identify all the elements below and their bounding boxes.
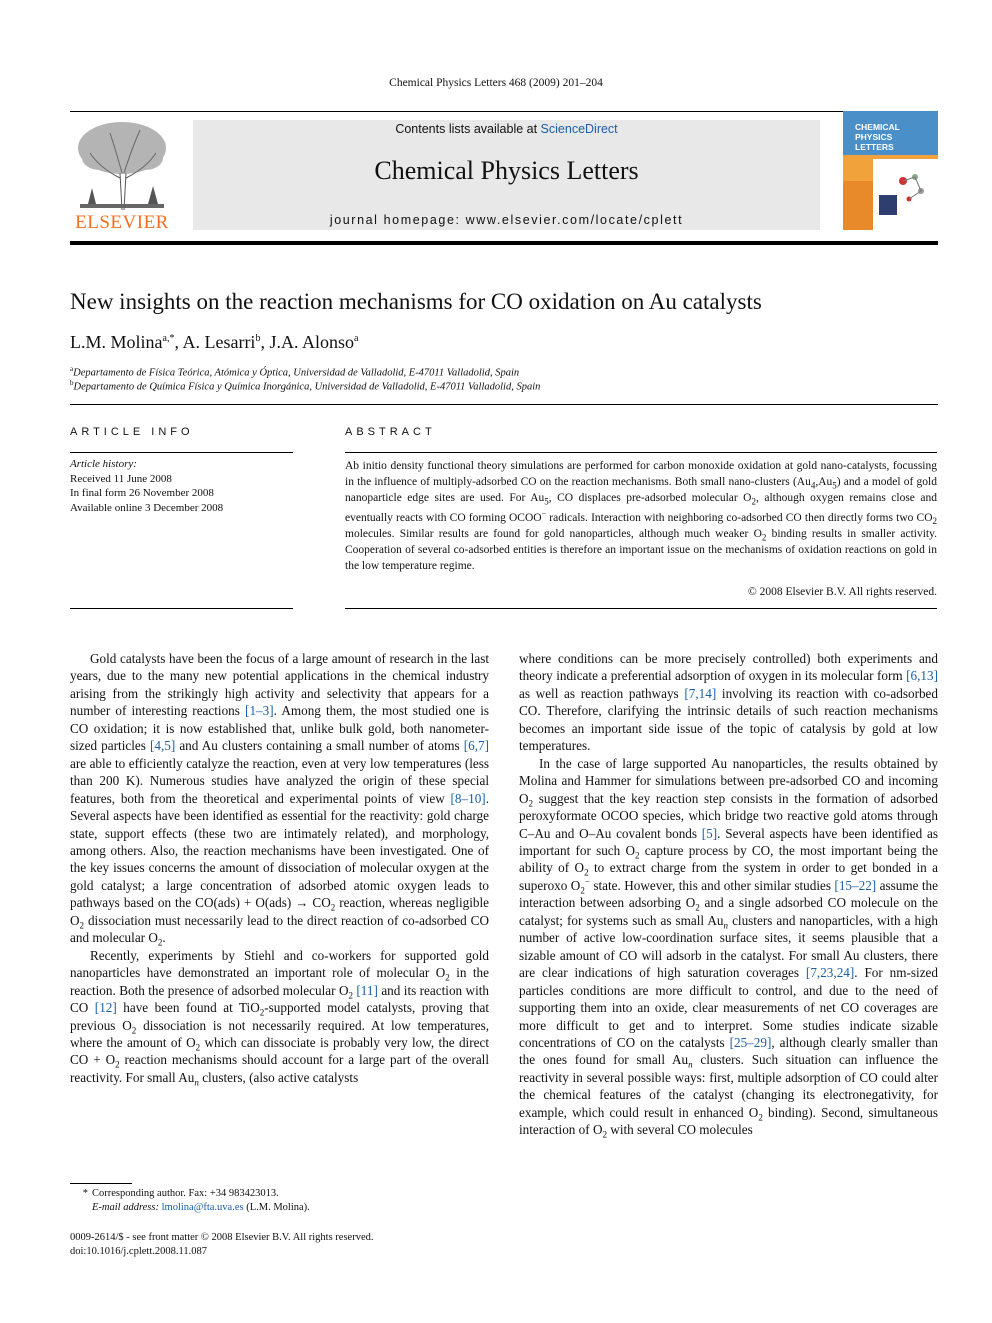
affiliation-text: Departamento de Química Física y Química Inorgánica, Universidad de Valladolid, E-47011 Valladolid, Spain <box>73 381 541 393</box>
footnote-rule <box>70 1183 132 1184</box>
masthead-top-rule <box>70 111 938 112</box>
citation-link[interactable]: [7,23,24] <box>805 965 855 981</box>
journal-cover[interactable] <box>843 111 938 230</box>
contents-prefix: Contents lists available at <box>395 122 541 136</box>
elsevier-logo[interactable] <box>70 118 174 236</box>
email-link[interactable]: lmolina@fta.uva.es <box>161 1202 244 1213</box>
abstract-rule <box>345 452 937 453</box>
article-info-bottom-rule <box>70 608 293 609</box>
abstract-heading: ABSTRACT <box>345 426 436 438</box>
affiliation <box>70 379 540 393</box>
citation-link[interactable]: [4,5] <box>149 738 176 754</box>
citation-link[interactable]: [25–29] <box>729 1034 772 1050</box>
article-info-rule <box>70 452 293 453</box>
body-column-left <box>70 650 489 1086</box>
masthead-bottom-rule <box>70 241 938 245</box>
author-marks: b <box>255 333 261 344</box>
body-paragraph: In the case of large supported Au nanoparticles, the results obtained by Molina and Hammer for simulations between pre-adsorbed CO and incoming $O_2$ suggest that the key reaction step consists in the formation of adsorbed peroxyformate OCOO species, which bridge two reactive gold atoms through C–Au and O–Au covalent bonds [5]. Several aspects have been identified as important for such $O_2$ capture process by CO, the most important being the ability of $O_2$ to extract charge from the system in order to get bonded in a superoxo $O_2^-$ state. However, this and other similar studies [15–22] assume the interaction between adsorbing $O_2$ and a single adsorbed CO molecule on the catalyst; for systems such as small $Au_n$ clusters and nanoparticles, with a high number of active low-coordination surface sites, it seems plausible that a sizable amount of CO will adsorb in the catalyst. For small Au clusters, there are clear indications of high saturation coverages [7,23,24]. For nm-sized particles conditions are more difficult to control, and due to the need of supporting them into an oxide, clear measurements of net CO coverages are more difficult to get and to interpret. Some studies indicate sizable concentrations of CO on the catalysts [25–29], although clearly smaller than the ones found for small $Au_n$ clusters. Such situation can influence the reactivity in several possible ways: first, multiple adsorption of CO could alter the chemical features of the catalyst (changing its electronegativity, for example, which could result in enhanced $O_2$ binding). Second, simultaneous interaction of $O_2$ with several CO molecules <box>519 755 939 1140</box>
journal-masthead <box>193 120 820 230</box>
author-marks: a <box>353 333 359 344</box>
author-marks: a,* <box>162 333 175 344</box>
running-head: Chemical Physics Letters 468 (2009) 201–204 <box>389 77 603 89</box>
received-date: Received 11 June 2008 <box>70 472 172 485</box>
elsevier-tree-icon <box>70 118 174 213</box>
doi-line[interactable]: doi:10.1016/j.cplett.2008.11.087 <box>70 1246 207 1257</box>
body-paragraph: Gold catalysts have been the focus of a large amount of research in the last years, due to the many new potential applications in the chemical industry arising from the strikingly high activity and selectivity that appears for a number of interesting reactions [1–3]. Among them, the most studied one is CO oxidation; it is now established that, unlike bulk gold, both nanometer-sized particles [4,5] and Au clusters containing a small number of atoms [6,7] are able to efficiently catalyze the reaction, even at very low temperatures (less than 200 K). Numerous studies have analyzed the origin of these special features, both from the theoretical and experimental points of view [8–10]. Several aspects have been identified as essential for the reactivity: gold charge state, support effects (these two are intimately related), and morphology, among others. Also, the reaction mechanisms have been investigated. One of the key issues concerns the amount of dissociation of molecular oxygen at the gold catalyst; a large concentration of adsorbed atomic oxygen leads to pathways based on the $CO(ads) + O(ads) \to CO_2$ reaction, whereas negligible $O_2$ dissociation must necessarily lead to the direct reaction of co-adsorbed CO and molecular $O_2$. <box>70 651 490 948</box>
history-label: Article history: <box>70 458 137 470</box>
corresponding-text: Corresponding author. Fax: +34 983423013. <box>92 1188 279 1199</box>
author-name[interactable]: A. Lesarri <box>182 332 256 352</box>
cover-title-line3: LETTERS <box>855 142 894 152</box>
footnote-mark: * <box>82 1188 88 1199</box>
publisher-name: ELSEVIER <box>75 212 169 233</box>
citation-link[interactable]: [6,7] <box>463 738 490 754</box>
author-name[interactable]: L.M. Molina <box>70 332 163 352</box>
article-info-heading: ARTICLE INFO <box>70 426 194 438</box>
body-paragraph: Recently, experiments by Stiehl and co-workers for supported gold nanoparticles have demonstrated an important role of molecular $O_2$ in the reaction. Both the presence of adsorbed molecular $O_2$ [11] and its reaction with CO [12] have been found at TiO$_2$-supported model catalysts, proving that previous $O_2$ dissociation is not necessarily required. At low temperatures, where the amount of $O_2$ which can dissociate is probably very low, the direct CO + $O_2$ reaction mechanisms should account for a large part of the overall reactivity. For small $Au_n$ clusters, (also active catalysts <box>70 947 490 1088</box>
email-label: E-mail address: <box>92 1202 159 1213</box>
article-history <box>70 457 223 515</box>
citation-link[interactable]: [7,14] <box>684 685 717 701</box>
journal-homepage[interactable]: journal homepage: www.elsevier.com/locate/cplett <box>329 213 684 227</box>
abstract-bottom-rule <box>345 608 937 609</box>
author-name[interactable]: J.A. Alonso <box>269 332 354 352</box>
header-divider <box>70 404 938 405</box>
author-list: L.M. Molina$^{a,*}$, A. Lesarri$^b$, J.A. Alonso$^a$ <box>70 332 359 352</box>
sciencedirect-link[interactable]: ScienceDirect <box>540 122 618 136</box>
cover-art-icon <box>843 111 938 230</box>
citation-link[interactable]: [6,13] <box>906 668 938 684</box>
abstract-text: Ab initio density functional theory simulations are performed for carbon monoxide oxidation at gold nano-catalysts, focussing in the influence of multiply-adsorbed CO on the reaction mechanisms. Both small nano-clusters $(Au_4,Au_5)$ and a model of gold nanoparticle edge sites are used. For $Au_5$, CO displaces pre-adsorbed molecular $O_2$, although oxygen remains close and eventually reacts with CO forming OCOO− radicals. Interaction with neighboring co-adsorbed CO then directly forms two $CO_2$ molecules. Similar results are found for gold nanoparticles, although much weaker $O_2$ binding results in smaller activity. Cooperation of several co-adsorbed entities is therefore an important issue on the mechanisms of oxidation reactions on gold in the low temperature regime. <box>345 460 938 572</box>
email-note <box>92 1201 310 1215</box>
final-form-date: In final form 26 November 2008 <box>70 487 214 499</box>
body-column-right <box>519 650 938 1139</box>
affiliation-text: Departamento de Física Teórica, Atómica y Óptica, Universidad de Valladolid, E-47011 Valladolid, Spain <box>73 367 520 379</box>
citation-link[interactable]: [15–22] <box>834 877 877 893</box>
article-title: New insights on the reaction mechanisms for CO oxidation on Au catalysts <box>70 289 762 314</box>
affiliation <box>70 365 519 379</box>
citation-link[interactable]: [11] <box>356 982 378 998</box>
cover-title-line1: CHEMICAL <box>855 122 900 132</box>
issn-line: 0009-2614/$ - see front matter © 2008 Elsevier B.V. All rights reserved. <box>70 1232 374 1243</box>
journal-title[interactable]: Chemical Physics Letters <box>374 156 639 185</box>
corresponding-author-note <box>70 1187 279 1201</box>
citation-link[interactable]: [5] <box>701 825 718 841</box>
contents-line <box>193 122 820 136</box>
body-paragraph: where conditions can be more precisely controlled) both experiments and theory indicate a preferential adsorption of oxygen in its molecular form [6,13] as well as reaction pathways [7,14] involving its reaction with co-adsorbed CO. Therefore, clarifying the intrinsic details of such reaction mechanisms becomes an important side issue of the topic of catalysis by gold at low temperatures. <box>519 651 939 754</box>
email-owner: (L.M. Molina). <box>246 1202 310 1213</box>
cover-title-line2: PHYSICS <box>855 132 893 142</box>
citation-link[interactable]: [12] <box>94 1000 117 1016</box>
online-date: Available online 3 December 2008 <box>70 501 224 514</box>
citation-link[interactable]: [8–10] <box>450 790 486 806</box>
affiliation-mark: a <box>70 365 74 373</box>
affiliation-mark: b <box>70 379 74 387</box>
citation-link[interactable]: [1–3] <box>245 703 274 719</box>
abstract-copyright: © 2008 Elsevier B.V. All rights reserved. <box>748 586 937 598</box>
